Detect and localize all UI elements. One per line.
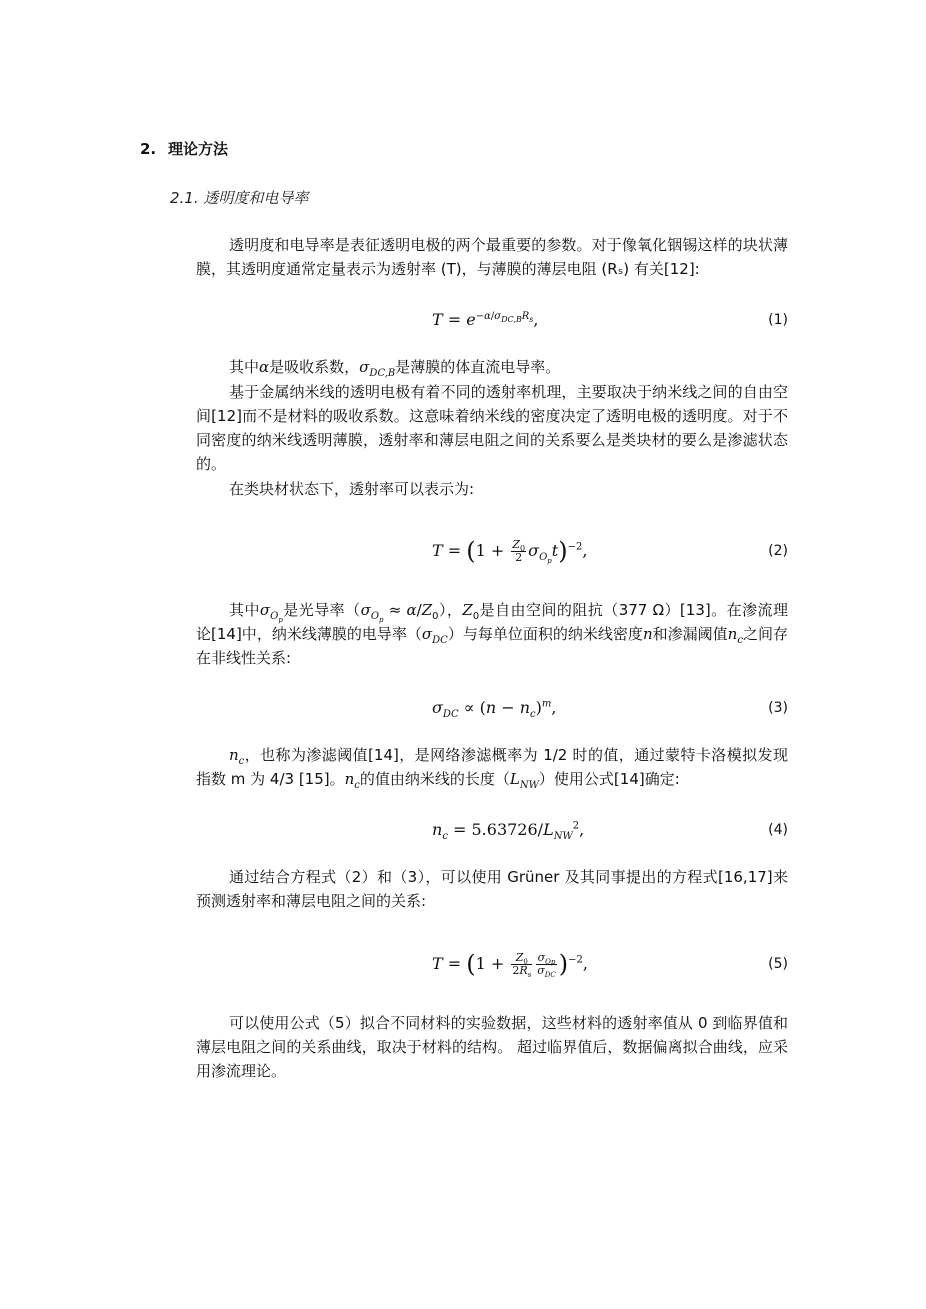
equation-5-number: (5) (768, 956, 788, 972)
text-run: ）使用公式[14]确定: (538, 770, 680, 788)
text-run: 其中 (229, 358, 260, 376)
text-run: 是光导率（ (282, 601, 361, 619)
equation-4-number: (4) (768, 822, 788, 838)
equation-1-number: (1) (768, 312, 788, 328)
equation-5-formula: T = (1 + $\frac{Z_0}{2R_s}$ $\frac{\sigma_{Op}}{\sigma_{DC}}$ )$^{-2}$, (432, 950, 588, 980)
equation-4-formula: $n_c = 5.63726/L_{NW}^2$, (432, 820, 585, 843)
subsection-heading: 2.1. 透明度和电导率 (170, 189, 309, 207)
text-run: 是自由空间的阻抗（377 Ω）[13]。在渗流理论[14]中，纳米线薄膜的电导率（ (196, 601, 788, 643)
paragraph-nanowire-mechanism: 基于金属纳米线的透明电极有着不同的透射率机理，主要取决于纳米线之间的自由空间[12]而不是材料的吸收系数。这意味着纳米线的密度决定了透明电极的透明度。对于不同密度的纳米线透明薄膜，透射率和薄层电阻之间的关系要么是类块材的要么是渗滤状态的。 (196, 383, 788, 473)
text-run: 之间存在非线性关系: (196, 625, 788, 667)
paragraph-intro: 透明度和电导率是表征透明电极的两个最重要的参数。对于像氧化铟锡这样的块状薄膜，其透明度通常定量表示为透射率 (T)，与薄膜的薄层电阻 (Rₛ) 有关[12]: (196, 236, 788, 278)
text-run: ，也称为渗滤阈值[14]，是网络渗滤概率为 1/2 时的值，通过蒙特卡洛模拟发现指数 m 为 4/3 [15]。 (196, 746, 788, 788)
equation-4 (196, 810, 788, 850)
text-run: 其中 (229, 601, 260, 619)
paragraph-fitting: 可以使用公式（5）拟合不同材料的实验数据，这些材料的透射率值从 0 到临界值和薄层电阻之间的关系曲线，取决于材料的结构。 超过临界值后，数据偏离拟合曲线，应采用渗流理论。 (196, 1014, 788, 1080)
equation-2-number: (2) (768, 543, 788, 559)
paragraph-percolation-threshold: $n_c$，也称为渗滤阈值[14]，是网络渗滤概率为 1/2 时的值，通过蒙特卡洛模拟发现指数 m 为 4/3 [15]。$n_c$的值由纳米线的长度$(L_{NW})$使用公式[14]确定: (196, 746, 788, 791)
paragraph-alpha-definition: 其中α是吸收系数，$\sigma_{DC,B}$是薄膜的体直流电导率。 (229, 358, 561, 379)
text-run: ）与每单位面积的纳米线密度 (447, 625, 643, 643)
equation-2-formula: T = (1 + $\frac{Z_0}{2}$ $\sigma_{O_p}t)^{-2}$, (432, 537, 588, 566)
section-title: 理论方法 (168, 140, 229, 158)
equation-3-number: (3) (768, 700, 788, 716)
equation-1 (196, 300, 788, 340)
equation-2 (196, 531, 788, 571)
equation-3 (196, 688, 788, 728)
equation-1-formula: $T = e^{-\alpha/\sigma_{DC,B}R_s}$, (432, 310, 539, 329)
section-heading (140, 138, 228, 159)
equation-3-formula: $\sigma_{DC} \propto (n - n_c)^m$, (432, 698, 557, 721)
equation-4-constant: 5.63726/ (471, 820, 544, 839)
paragraph-combined-equations: 通过结合方程式（2）和（3），可以使用 Grüner 及其同事提出的方程式[16,17]来预测透射率和薄层电阻之间的关系: (196, 868, 788, 910)
text-run: 和渗漏阈值 (652, 625, 728, 643)
text-run: 是吸收系数， (269, 358, 360, 376)
paragraph-optical-conductivity: 其中$\sigma_{O_p}$是光导率$(\sigma_{O_p} \approx \alpha/Z_0)$，$Z_0$是自由空间的阻抗（377 Ω）[13]。在渗流理论[14]中，纳米线薄膜的电导率$(\sigma_{DC})$与每单位面积的纳米线密度n和渗漏阈值$n_c$之间存在非线性关系: (196, 601, 788, 667)
text-run: 是薄膜的体直流电导率。 (395, 358, 561, 376)
equation-5 (196, 944, 788, 984)
text-run: ）， (438, 601, 463, 619)
section-number: 2. (140, 140, 157, 158)
text-run: 的值由纳米线的长度（ (359, 770, 510, 788)
paragraph-bulk-state: 在类块材状态下，透射率可以表示为: (229, 480, 475, 498)
